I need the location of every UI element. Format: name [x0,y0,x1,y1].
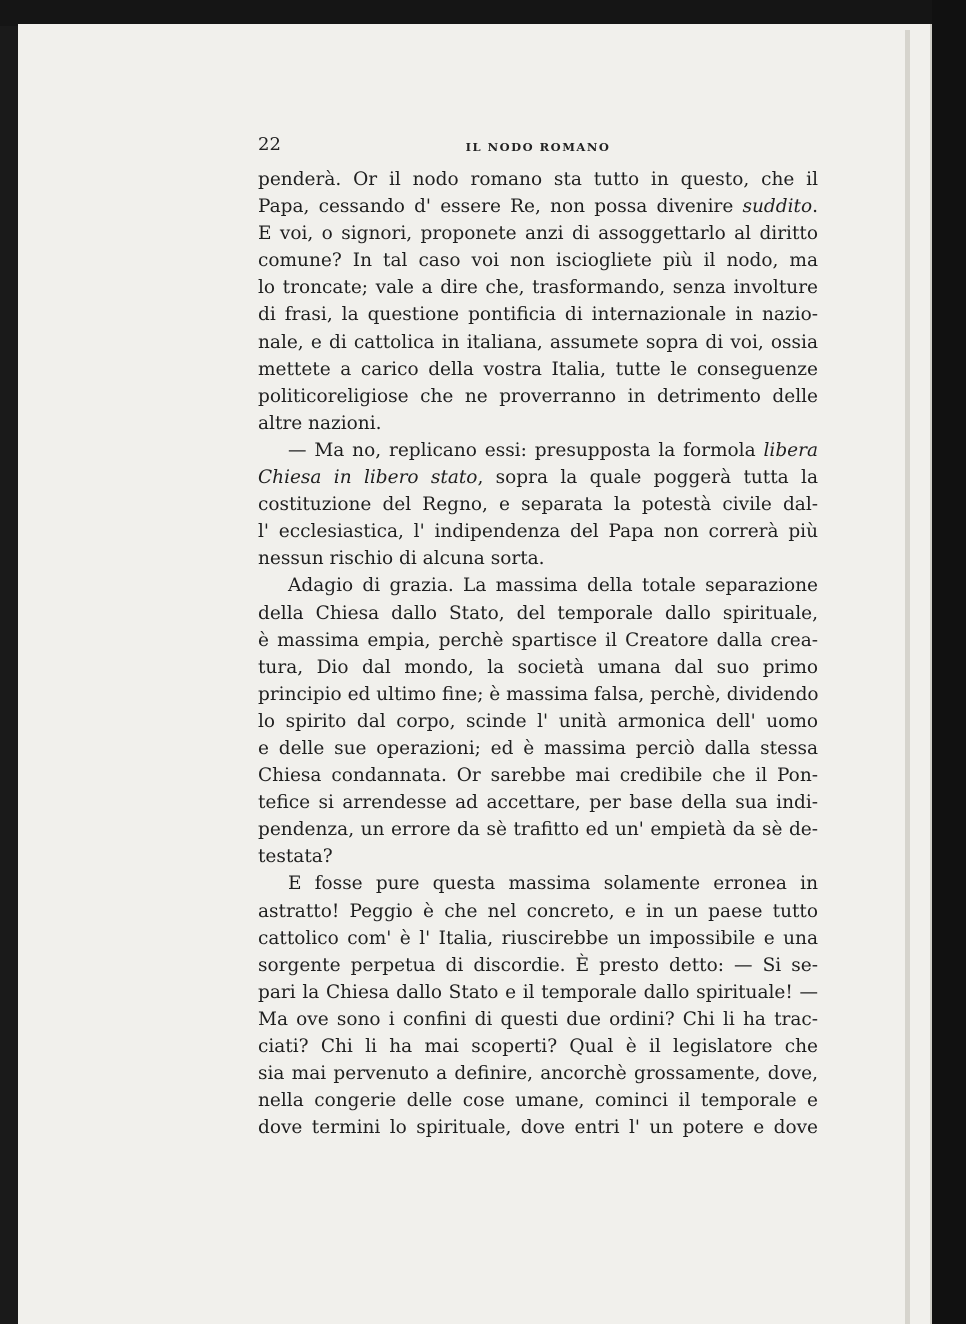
italic-text: libera [763,439,818,461]
text-line: penderà. Or il nodo romano sta tutto in questo, che il [258,169,818,190]
text-line: Ma ove sono i confini di questi due ordini? Chi li ha trac- [258,1008,818,1030]
text-line: E voi, o signori, proponete anzi di assoggettarlo al diritto [258,223,818,245]
text-line: pendenza, un errore da sè trafitto ed un' empietà da sè de- [258,819,818,841]
page-edge [905,30,910,1324]
text-line: E fosse pure questa massima solamente erronea in [288,873,818,895]
text-line: costituzione del Regno, e separata la potestà civile dal- [258,494,818,516]
text-segment: — Ma no, replicano essi: presupposta la formola [288,439,764,461]
text-segment: , sopra la quale poggerà tutta la [477,467,818,489]
text-line: è massima empia, perchè spartisce il Creatore dalla crea- [258,629,818,651]
text-line: ciati? Chi li ha mai scoperti? Qual è il legislatore che [258,1036,818,1057]
text-line: Chiesa condannata. Or sarebbe mai credibile che il Pon- [258,765,818,787]
text-line: di frasi, la questione pontificia di internazionale in nazio- [258,304,818,326]
text-line: principio ed ultimo fine; è massima falsa, perchè, dividendo [258,683,819,705]
text-line: della Chiesa dallo Stato, del temporale dallo spirituale, [258,602,818,624]
text-line [258,193,818,220]
text-line: altre nazioni. [258,412,382,434]
text-line: l' ecclesiastica, l' indipendenza del Papa non correrà più [258,521,818,543]
text-line: comune? In tal caso voi non isciogliete più il nodo, ma [258,250,818,272]
text-line: astratto! Peggio è che nel concreto, e in un paese tutto [258,900,818,922]
italic-text: Chiesa in libero stato [258,467,478,489]
scan-border-right [932,0,966,1324]
text-line [258,437,818,464]
text-line: pari la Chiesa dallo Stato e il temporale dallo spirituale! — [258,981,818,1003]
text-line: sorgente perpetua di discordie. È presto detto: — Si se- [258,954,818,976]
text-line: dove termini lo spirituale, dove entri l' un potere e dove [258,1117,818,1139]
text-line: sia mai pervenuto a definire, ancorchè grossamente, dove, [258,1063,818,1085]
text-line: tura, Dio dal mondo, la società umana dal suo primo [258,656,818,678]
running-title: IL NODO ROMANO [465,140,611,154]
text-line: politicoreligiose che ne proverranno in detrimento delle [258,385,818,407]
text-line: e delle sue operazioni; ed è massima perciò dalla stessa [258,737,818,759]
text-segment: . [812,196,818,218]
text-line: nella congerie delle cose umane, cominci il temporale e [258,1090,818,1112]
text-line: nessun rischio di alcuna sorta. [258,548,545,570]
scan-border-top [0,0,966,26]
italic-text: suddito [742,196,813,218]
text-line: Adagio di grazia. La massima della totale separazione [288,575,818,597]
text-line: lo spirito dal corpo, scinde l' unità armonica dell' uomo [258,710,818,732]
body-text [258,166,818,1141]
text-line [258,464,818,491]
text-line: nale, e di cattolica in italiana, assumete sopra di voi, ossia [258,331,818,353]
text-line: mettete a carico della vostra Italia, tutte le conseguenze [258,358,818,380]
text-line: testata? [258,846,333,868]
page-number: 22 [258,134,281,155]
text-segment: Papa, cessando d' essere Re, non possa divenire [258,196,743,218]
text-line: lo troncate; vale a dire che, trasformando, senza involture [258,277,818,299]
page-header [258,132,818,162]
text-line: cattolico com' è l' Italia, riuscirebbe un impossibile e una [258,927,818,949]
text-line: tefice si arrendesse ad accettare, per base della sua indi- [258,792,818,814]
